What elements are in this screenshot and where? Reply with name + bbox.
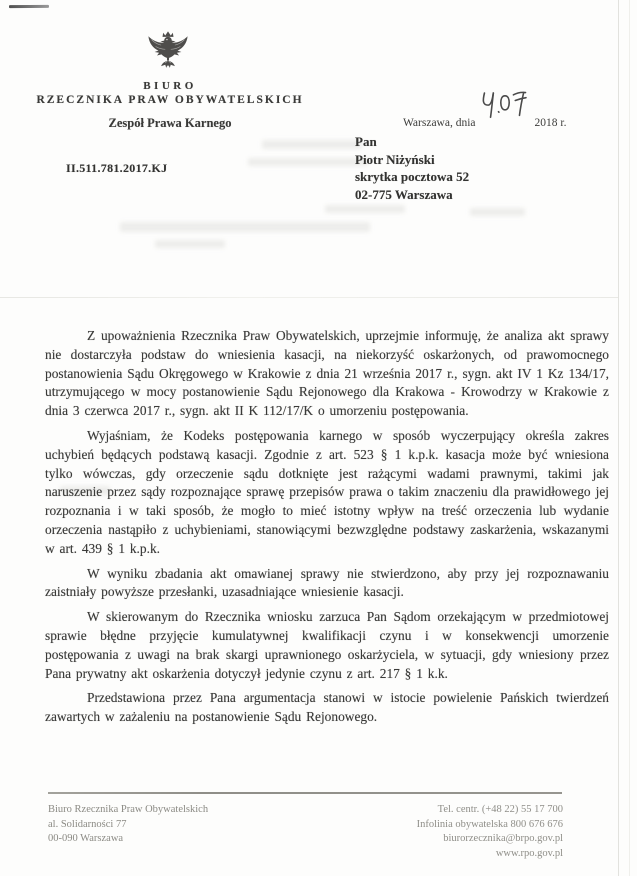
footer-website: www.rpo.gov.pl bbox=[495, 847, 563, 859]
footer-office-address bbox=[48, 803, 208, 847]
office-name-line1: BIURO bbox=[143, 80, 197, 92]
recipient-line: 02-775 Warszawa bbox=[355, 186, 453, 202]
unit-name: Zespół Prawa Karnego bbox=[108, 116, 232, 130]
reference-number: II.511.781.2017.KJ bbox=[66, 161, 168, 175]
footer-contact-info bbox=[417, 803, 563, 861]
footer-separator-line bbox=[48, 792, 562, 794]
dateline-year: 2018 r. bbox=[534, 117, 567, 129]
dateline-prefix: Warszawa, dnia bbox=[403, 117, 476, 129]
bleed-through-smudge bbox=[248, 158, 368, 166]
body-paragraph: Z upoważnienia Rzecznika Praw Obywatelskich, uprzejmie informuję, że analiza akt sprawy nie dostarczyła podstaw do wniesienia kasacji, na niekorzyść oskarżonych, od prawomocnego postanowienia Sądu Okręgowego w Krakowie z dnia 21 września 2017 r., sygn. akt IV 1 Kz 134/17, utrzymującego w mocy postanowienie Sądu Rejonowego dla Krakowa - Krowodrzy w Krakowie z dnia 3 czerwca 2017 r., sygn. akt II K 112/17/K o umorzeniu postępowania. bbox=[45, 328, 609, 419]
footer-email: biurorzecznika@brpo.gov.pl bbox=[443, 833, 563, 844]
footer-address-line: al. Solidarności 77 bbox=[48, 818, 127, 830]
handwritten-date bbox=[477, 88, 533, 126]
recipient-line: skrytka pocztowa 52 bbox=[355, 169, 470, 184]
footer-phone: Tel. centr. (+48 22) 55 17 700 bbox=[437, 804, 563, 815]
letter-body bbox=[45, 327, 609, 733]
bleed-through-smudge bbox=[470, 208, 525, 216]
dateline bbox=[403, 88, 566, 129]
bleed-through-smudge bbox=[155, 240, 225, 248]
scan-page-edge-line bbox=[618, 0, 619, 876]
recipient-line: Pan bbox=[355, 134, 377, 149]
body-paragraph: W skierowanym do Rzecznika wniosku zarzuca Pan Sądom orzekającym w przedmiotowej sprawie błędne przyjęcie kumulatywnej kwalifikacji czynu i w konsekwencji umorzenie postępowania z uwagi na brak skargi uprawnionego oskarżyciela, w sytuacji, gdy wniesiony przez Pana prywatny akt oskarżenia dotyczył jedynie czynu z art. 217 § 1 k.k. bbox=[45, 609, 609, 681]
footer-address-line: Biuro Rzecznika Praw Obywatelskich bbox=[48, 804, 209, 815]
paper-fold-line bbox=[0, 297, 618, 298]
bleed-through-smudge bbox=[325, 205, 405, 213]
footer-infoline: Infolinia obywatelska 800 676 676 bbox=[416, 818, 563, 830]
bleed-through-smudge bbox=[120, 222, 370, 232]
scan-artifact-dash bbox=[9, 5, 49, 8]
body-paragraph: Przedstawiona przez Pana argumentacja stanowi w istocie powielenie Pańskich twierdzeń zawartych w zażaleniu na postanowienie Sądu Rejonowego. bbox=[45, 690, 609, 725]
body-paragraph: W wyniku zbadania akt omawianej sprawy nie stwierdzono, aby przy jej rozpoznawaniu zaistniały powyższe przesłanki, uzasadniające wniesienie kasacji. bbox=[45, 565, 609, 600]
footer-address-line: 00-090 Warszawa bbox=[48, 833, 124, 844]
office-name-line2: RZECZNIKA PRAW OBYWATELSKICH bbox=[36, 94, 304, 106]
bleed-through-smudge bbox=[262, 140, 362, 149]
recipient-address-block bbox=[355, 133, 469, 203]
scan-page-edge-line-2 bbox=[629, 0, 630, 876]
recipient-line: Piotr Niżyński bbox=[355, 151, 435, 167]
letterhead-office-name bbox=[18, 80, 322, 106]
body-paragraph: Wyjaśniam, że Kodeks postępowania karnego w sposób wyczerpujący określa zakres uchybień będących podstawą kasacji. Zgodnie z art. 523 § 1 k.p.k. kasacja może być wniesiona tylko wówczas, gdy orzeczenie sądu dotknięte jest rażącymi wadami prawnymi, takimi jak naruszenie przez sądy rozpoznające sprawę przepisów prawa o takim znaczeniu dla prawidłowego jej rozpoznania i w taki sposób, że mogło to mieć istotny wpływ na treść orzeczenia lub wydanie orzeczenia nastąpiło z uchybieniami, stanowiącymi bezwzględne podstawy zaskarżenia, wskazanymi w art. 439 § 1 k.p.k. bbox=[45, 427, 609, 556]
polish-eagle-emblem-icon bbox=[146, 26, 190, 78]
